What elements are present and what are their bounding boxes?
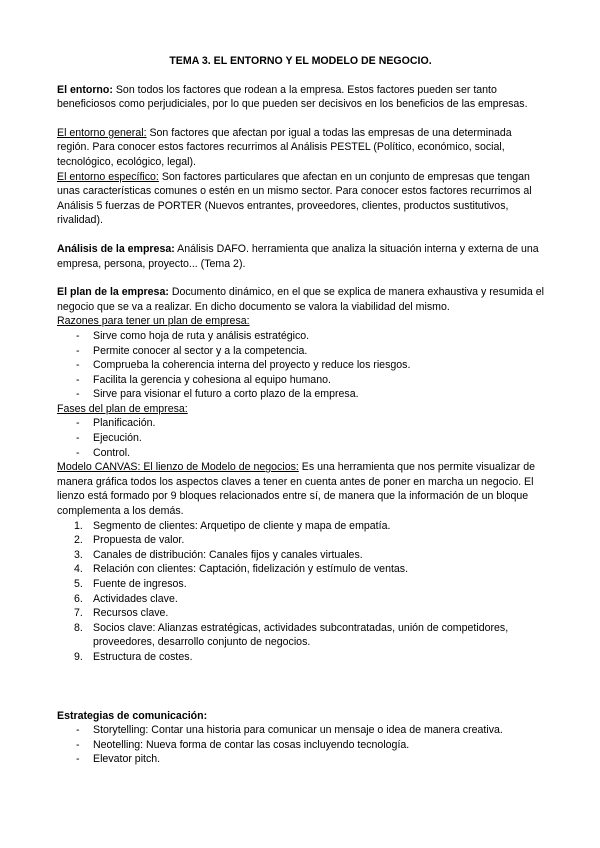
list-item: - Planificación. bbox=[76, 417, 156, 430]
list-item: - Elevator pitch. bbox=[76, 753, 161, 766]
list-item: - Sirve como hoja de ruta y análisis estratégico. bbox=[76, 329, 310, 342]
list-item: 8. Socios clave: Alianzas estratégicas, actividades subcontratadas, unión de competidores, proveedores, desarrollo conjunto de negocios. bbox=[74, 621, 509, 649]
paragraph-analisis bbox=[57, 242, 544, 271]
list-item: - Control. bbox=[76, 446, 131, 459]
text-entorno: Son todos los factores que rodean a la empresa. Estos factores pueden ser tanto beneficiosos como perjudiciales, por lo que pueden ser decisivos en los beneficios de las empresas. bbox=[57, 83, 528, 111]
list-item: 4. Relación con clientes: Captación, fidelización y estímulo de ventas. bbox=[74, 563, 409, 576]
fases-heading: Fases del plan de empresa: bbox=[57, 402, 188, 415]
label-entorno-general: El entorno general: bbox=[57, 126, 147, 139]
list-item: - Comprueba la coherencia interna del proyecto y reduce los riesgos. bbox=[76, 359, 411, 372]
paragraph-plan bbox=[57, 285, 544, 314]
label-analisis: Análisis de la empresa: bbox=[57, 242, 175, 255]
list-item: 6. Actividades clave. bbox=[74, 592, 178, 605]
text-plan: Documento dinámico, en el que se explica de manera exhaustiva y resumida el negocio que se va a realizar. En dicho documento se valora la viabilidad del mismo. bbox=[57, 286, 544, 313]
paragraph-entorno-general bbox=[57, 126, 544, 170]
text-entorno-general: Son factores que afectan por igual a todas las empresas de una determinada región. Para conocer estos factores recurrimos al Análisis PESTEL (Político, económico, social, tecnológico, ecológico, legal). bbox=[57, 126, 512, 168]
paragraph-entorno bbox=[57, 83, 544, 112]
paragraph-entorno-especifico bbox=[57, 170, 544, 228]
text-entorno-especifico: Son factores particulares que afectan en un conjunto de empresas que tengan unas características comunes o estén en un mismo sector. Para conocer estos factores recurrimos al Análisis 5 fuerzas de PORTER (Nuevos entrantes, proveedores, clientes, productos sustitutivos, rivalidad). bbox=[57, 170, 532, 227]
razones-list bbox=[57, 329, 544, 402]
list-item: - Storytelling: Contar una historia para comunicar un mensaje o idea de manera creativa. bbox=[76, 724, 503, 737]
paragraph-canvas bbox=[57, 460, 544, 518]
label-entorno: El entorno: bbox=[57, 83, 113, 96]
list-item: 7. Recursos clave. bbox=[74, 607, 169, 620]
list-item: - Facilita la gerencia y cohesiona al equipo humano. bbox=[76, 373, 331, 386]
list-item: 9. Estructura de costes. bbox=[74, 650, 193, 663]
label-canvas: Modelo CANVAS: El lienzo de Modelo de negocios: bbox=[57, 461, 299, 474]
list-item: 5. Fuente de ingresos. bbox=[74, 578, 187, 590]
list-item: - Permite conocer al sector y a la competencia. bbox=[76, 344, 308, 357]
estrategias-heading: Estrategias de comunicación: bbox=[57, 709, 208, 722]
text-analisis: Análisis DAFO. herramienta que analiza la situación interna y externa de una empresa, persona, proyecto... (Tema 2). bbox=[57, 242, 539, 270]
label-plan: El plan de la empresa: bbox=[57, 286, 169, 299]
razones-heading: Razones para tener un plan de empresa: bbox=[57, 315, 250, 328]
list-item: - Neotelling: Nueva forma de contar las cosas incluyendo tecnología. bbox=[76, 738, 410, 751]
label-entorno-especifico: El entorno específico: bbox=[57, 170, 159, 183]
estrategias-list bbox=[57, 723, 544, 767]
list-item: - Sirve para visionar el futuro a corto plazo de la empresa. bbox=[76, 388, 359, 401]
list-item: - Ejecución. bbox=[76, 432, 142, 445]
list-item: 3. Canales de distribución: Canales fijos y canales virtuales. bbox=[74, 548, 363, 561]
list-item: 1. Segmento de clientes: Arquetipo de cliente y mapa de empatía. bbox=[74, 519, 391, 532]
text-canvas: Es una herramienta que nos permite visualizar de manera gráfica todos los aspectos claves a tener en cuenta antes de poner en marcha un negocio. El lienzo está formado por 9 bloques relacionados entre sí, de manera que la información de un bloque complementa a los demás. bbox=[57, 461, 535, 518]
list-item: 2. Propuesta de valor. bbox=[74, 534, 185, 547]
fases-list bbox=[57, 416, 544, 460]
canvas-bloques-list bbox=[57, 519, 544, 665]
page-title: TEMA 3. EL ENTORNO Y EL MODELO DE NEGOCIO. bbox=[169, 55, 432, 67]
